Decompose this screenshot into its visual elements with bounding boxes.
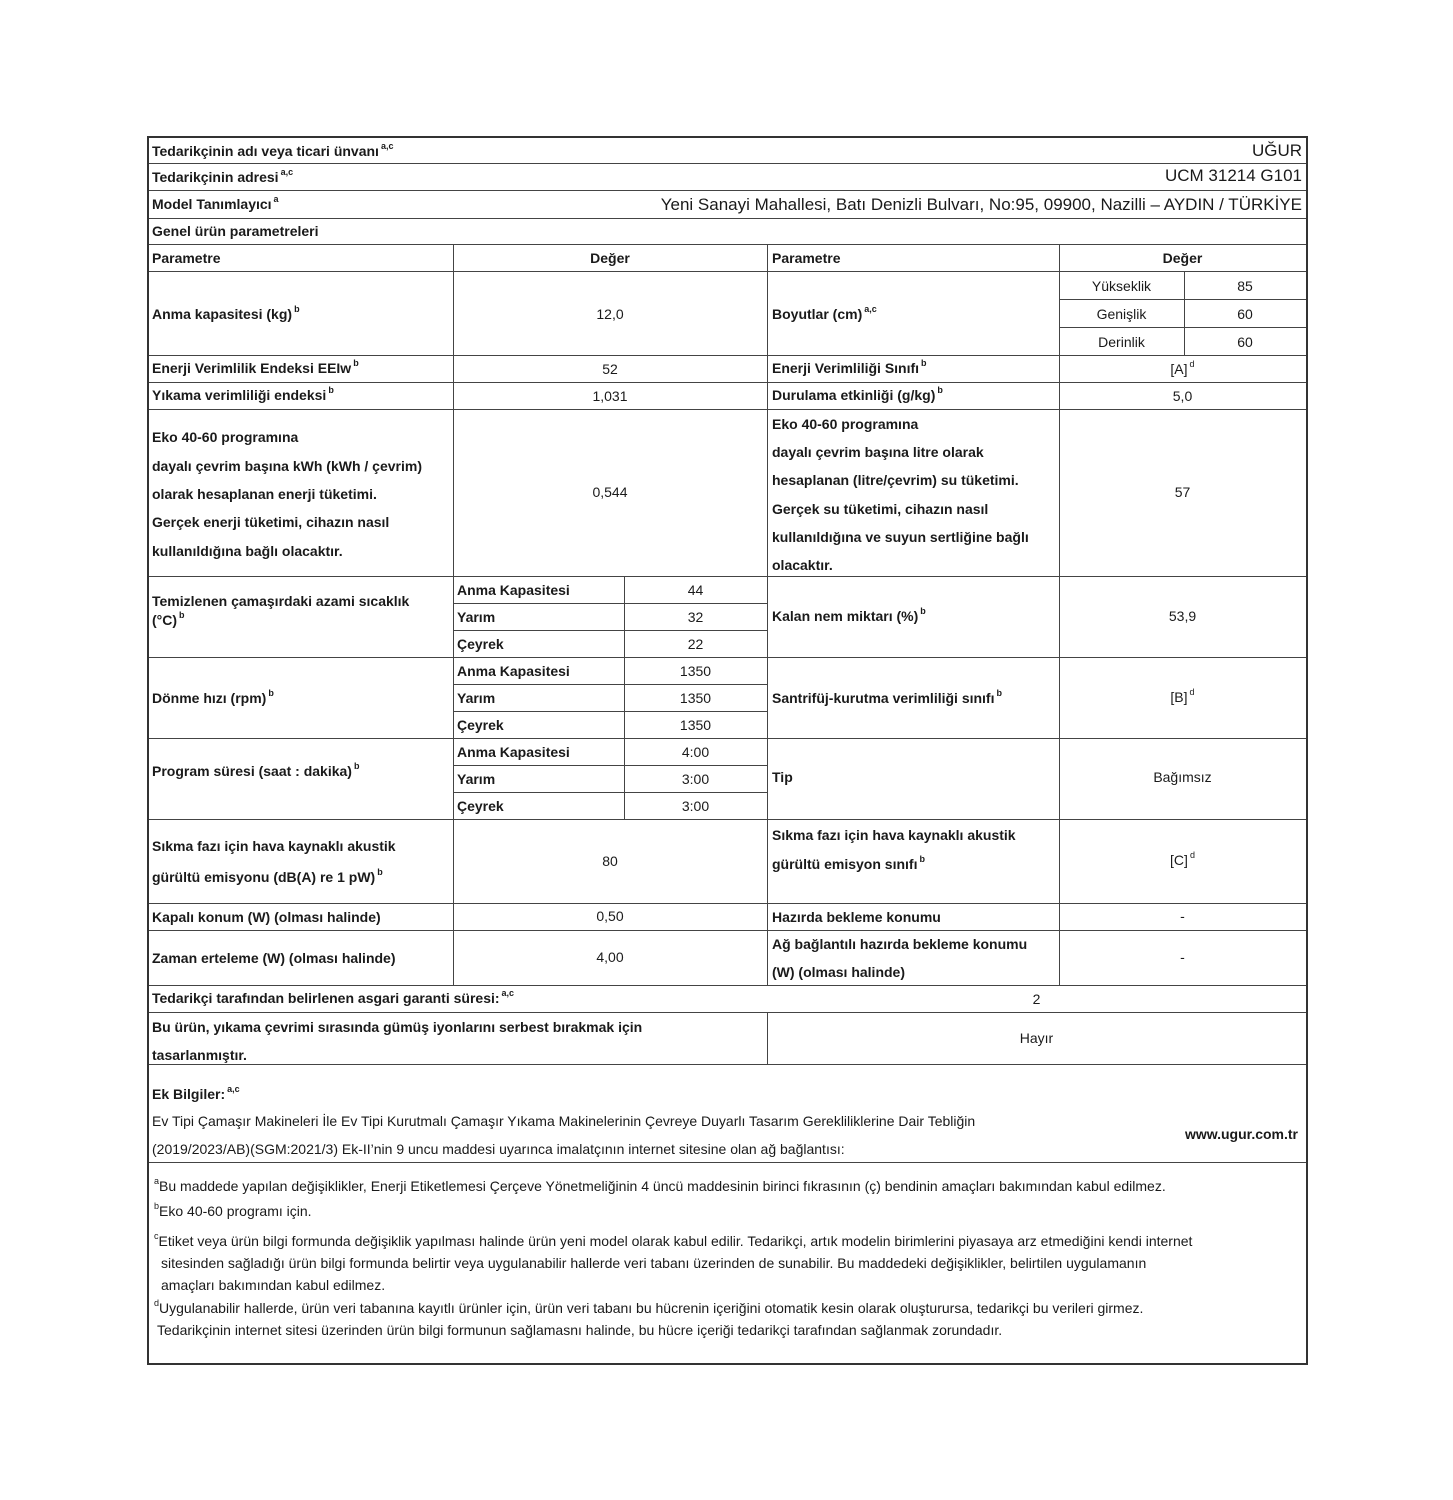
- supplier-address-value: UCM 31214 G101: [1164, 166, 1302, 185]
- row-divider: [149, 382, 1306, 383]
- max-temp-label: Temizlenen çamaşırdaki azami sıcaklık: [152, 593, 410, 609]
- param-header: Parametre: [152, 250, 221, 266]
- silver-ions-label-2: tasarlanmıştır.: [152, 1047, 247, 1063]
- model-label: Model Tanımlayıcı $^a$: [152, 194, 279, 212]
- column-divider: [453, 244, 454, 985]
- row-divider: [149, 903, 1306, 904]
- dimensions-label: Boyutlar (cm) $^{a,c}$: [772, 304, 877, 322]
- width-label: Genişlik: [1096, 306, 1147, 322]
- supplier-name-label: Tedarikçinin adı veya ticari ünvanı $^{a,c}$: [152, 141, 394, 159]
- website-link[interactable]: www.ugur.com.tr: [1184, 1126, 1298, 1142]
- row-divider: [149, 1162, 1306, 1163]
- spin-rated-label: Anma Kapasitesi: [457, 663, 570, 679]
- spin-class-value: [B] $^d$: [1170, 687, 1195, 705]
- rated-capacity-value: 12,0: [596, 306, 624, 322]
- duration-half-label: Yarım: [457, 771, 496, 787]
- water-consumption-line: Gerçek su tüketimi, cihazın nasıl: [772, 501, 989, 517]
- temp-half-value: 32: [687, 609, 704, 625]
- footnote-d-line: Tedarikçinin internet sitesi üzerinden ürün bilgi formunun sağlamasnı halinde, bu hücre içeriği tedarikçi tarafından sağlanmak zorundadır.: [157, 1322, 1003, 1338]
- noise-label: Sıkma fazı için hava kaynaklı akustik: [152, 838, 396, 854]
- temp-rated-label: Anma Kapasitesi: [457, 582, 570, 598]
- footnote-d: $^d$Uygulanabilir hallerde, ürün veri tabanına kayıtlı ürünler için, ürün veri tabanı bu hücrenin içeriğini otomatik kesin olarak oluşturursa, tedarikçi bu verileri girmez.: [154, 1298, 1144, 1316]
- column-divider: [767, 244, 768, 985]
- type-label: Tip: [772, 769, 793, 785]
- max-temp-unit: (°C) $^b$: [152, 610, 185, 628]
- row-divider: [149, 271, 1306, 272]
- model-value: Yeni Sanayi Mahallesi, Batı Denizli Bulvarı, No:95, 09900, Nazilli – AYDIN / TÜRKİYE: [660, 195, 1302, 214]
- eei-label: Enerji Verimlilik Endeksi EEIw $^b$: [152, 358, 359, 376]
- spin-quarter-value: 1350: [679, 717, 712, 733]
- network-standby-value: -: [1180, 949, 1185, 965]
- temp-half-label: Yarım: [457, 609, 496, 625]
- value-header: Değer: [1162, 250, 1203, 266]
- sub-divider: [453, 765, 767, 766]
- duration-half-value: 3:00: [681, 771, 710, 787]
- duration-quarter-label: Çeyrek: [457, 798, 504, 814]
- water-consumption-line: Eko 40-60 programına: [772, 416, 919, 432]
- energy-consumption-line: Gerçek enerji tüketimi, cihazın nasıl: [152, 514, 390, 530]
- off-mode-value: 0,50: [596, 908, 624, 924]
- energy-consumption-line: Eko 40-60 programına: [152, 429, 299, 445]
- noise-class-label-2: gürültü emisyon sınıfı $^b$: [772, 854, 925, 872]
- water-consumption-value: 57: [1174, 484, 1191, 500]
- row-divider: [149, 244, 1306, 245]
- sub-divider: [453, 603, 767, 604]
- row-divider: [149, 190, 1306, 191]
- row-divider: [149, 218, 1306, 219]
- energy-consumption-line: dayalı çevrim başına kWh (kWh / çevrim): [152, 458, 422, 474]
- dimension-divider: [1059, 299, 1306, 300]
- row-divider: [149, 1064, 1306, 1065]
- energy-class-value: [A] $^d$: [1170, 359, 1195, 377]
- rated-capacity-label: Anma kapasitesi (kg) $^b$: [152, 304, 300, 322]
- row-divider: [149, 930, 1306, 931]
- moisture-label: Kalan nem miktarı (%) $^b$: [772, 606, 926, 624]
- row-divider: [149, 355, 1306, 356]
- temp-rated-value: 44: [687, 582, 704, 598]
- param-header: Parametre: [772, 250, 841, 266]
- sub-divider: [453, 684, 767, 685]
- noise-value: 80: [602, 853, 618, 869]
- row-divider: [149, 409, 1306, 410]
- spin-quarter-label: Çeyrek: [457, 717, 504, 733]
- footnote-c: $^c$Etiket veya ürün bilgi formunda değişiklik yapılması halinde ürün yeni model olarak kabul edilir. Tedarikçi, artık modelin birimlerini piyasaya arz etmediğini kendi internet: [154, 1231, 1193, 1249]
- extra-info-line: Ev Tipi Çamaşır Makineleri İle Ev Tipi Kurutmalı Çamaşır Yıkama Makinelerinin Çevreye Duyarlı Tasarım Gerekliliklerine Dair Tebliğin: [152, 1113, 976, 1129]
- spin-rated-value: 1350: [679, 663, 712, 679]
- delay-start-label: Zaman erteleme (W) (olması halinde): [152, 950, 396, 966]
- rinsing-value: 5,0: [1172, 388, 1193, 404]
- height-label: Yükseklik: [1091, 278, 1152, 294]
- depth-value: 60: [1237, 334, 1253, 350]
- water-consumption-line: olacaktır.: [772, 557, 833, 573]
- energy-consumption-value: 0,544: [592, 484, 628, 500]
- eei-value: 52: [602, 361, 618, 377]
- network-standby-label-2: (W) (olması halinde): [772, 964, 905, 980]
- noise-class-value: [C] $^d$: [1170, 850, 1195, 868]
- water-consumption-line: hesaplanan (litre/çevrim) su tüketimi.: [772, 472, 1019, 488]
- water-consumption-line: dayalı çevrim başına litre olarak: [772, 444, 984, 460]
- moisture-value: 53,9: [1168, 608, 1197, 624]
- general-params-heading: Genel ürün parametreleri: [152, 223, 319, 239]
- energy-class-label: Enerji Verimliliği Sınıfı $^b$: [772, 358, 927, 376]
- sub-divider: [453, 711, 767, 712]
- silver-ions-label: Bu ürün, yıkama çevrimi sırasında gümüş iyonlarını serbest bırakmak için: [152, 1019, 643, 1035]
- spin-speed-label: Dönme hızı (rpm) $^b$: [152, 688, 274, 706]
- standby-label: Hazırda bekleme konumu: [772, 909, 941, 925]
- row-divider: [149, 985, 1306, 986]
- sub-divider: [453, 792, 767, 793]
- width-value: 60: [1237, 306, 1253, 322]
- footnote-a: $^a$Bu maddede yapılan değişiklikler, Enerji Etiketlemesi Çerçeve Yönetmeliğinin 4 üncü maddesinin birinci fıkrasının (ç) bendinin amaçları bakımından kabul edilmez.: [154, 1176, 1166, 1194]
- temp-quarter-label: Çeyrek: [457, 636, 504, 652]
- extra-info-line: (2019/2023/AB)(SGM:2021/3) Ek-II’nin 9 uncu maddesi uyarınca imalatçının internet sitesine olan ağ bağlantısı:: [152, 1141, 845, 1157]
- sub-divider: [453, 630, 767, 631]
- spin-half-label: Yarım: [457, 690, 496, 706]
- delay-start-value: 4,00: [596, 949, 624, 965]
- row-divider: [149, 1012, 1306, 1013]
- row-divider: [149, 576, 1306, 577]
- supplier-address-label: Tedarikçinin adresi $^{a,c}$: [152, 167, 294, 185]
- duration-rated-label: Anma Kapasitesi: [457, 744, 570, 760]
- footnote-c-line: sitesinden sağladığı ürün bilgi formunda belirtir veya uygulanabilir hallerde veri tabanı üzerinden de sunabilir. Bu maddedeki değişiklikler, belirtilen uygulamanın: [161, 1255, 1147, 1271]
- warranty-label: Tedarikçi tarafından belirlenen asgari garanti süresi: $^{a,c}$: [152, 988, 515, 1006]
- row-divider: [149, 819, 1306, 820]
- spin-class-label: Santrifüj-kurutma verimliliği sınıfı $^b$: [772, 688, 1002, 706]
- temp-quarter-value: 22: [687, 636, 704, 652]
- type-value: Bağımsız: [1153, 769, 1212, 785]
- extra-info-title: Ek Bilgiler: $^{a,c}$: [152, 1084, 240, 1102]
- warranty-value: 2: [1032, 991, 1041, 1007]
- washing-index-label: Yıkama verimliliği endeksi $^b$: [152, 385, 334, 403]
- duration-rated-value: 4:00: [681, 744, 710, 760]
- value-header: Değer: [590, 250, 630, 266]
- program-duration-label: Program süresi (saat : dakika) $^b$: [152, 761, 360, 779]
- noise-class-label: Sıkma fazı için hava kaynaklı akustik: [772, 827, 1016, 843]
- silver-ions-value: Hayır: [1019, 1030, 1054, 1046]
- washing-index-value: 1,031: [592, 388, 628, 404]
- height-value: 85: [1237, 278, 1253, 294]
- footnote-b: $^b$Eko 40-60 programı için.: [154, 1201, 312, 1219]
- footnote-c-line: amaçları bakımından kabul edilmez.: [161, 1277, 386, 1293]
- row-divider: [149, 738, 1306, 739]
- water-consumption-line: kullanıldığına ve suyun sertliğine bağlı: [772, 529, 1029, 545]
- duration-quarter-value: 3:00: [681, 798, 710, 814]
- standby-value: -: [1180, 908, 1185, 924]
- depth-label: Derinlik: [1098, 334, 1145, 350]
- spin-half-value: 1350: [679, 690, 712, 706]
- product-info-sheet: [147, 136, 1308, 1365]
- row-divider: [149, 657, 1306, 658]
- energy-consumption-line: kullanıldığına bağlı olacaktır.: [152, 543, 343, 559]
- network-standby-label: Ağ bağlantılı hazırda bekleme konumu: [772, 936, 1028, 952]
- supplier-name-value: UĞUR: [1251, 141, 1302, 160]
- rinsing-label: Durulama etkinliği (g/kg) $^b$: [772, 385, 943, 403]
- energy-consumption-line: olarak hesaplanan enerji tüketimi.: [152, 486, 377, 502]
- noise-label-unit: gürültü emisyonu (dB(A) re 1 pW) $^b$: [152, 867, 383, 885]
- dimension-divider: [1059, 327, 1306, 328]
- off-mode-label: Kapalı konum (W) (olması halinde): [152, 909, 381, 925]
- row-divider: [149, 163, 1306, 164]
